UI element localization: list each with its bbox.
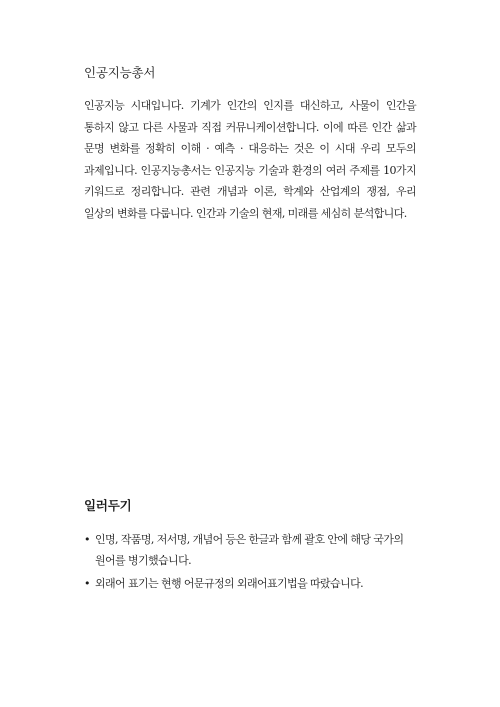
- notes-item: [84, 529, 416, 571]
- series-intro-section: [84, 64, 416, 224]
- notes-item-text: 외래어 표기는 현행 어문규정의 외래어표기법을 따랐습니다.: [95, 577, 364, 590]
- notes-item-text: 인명, 작품명, 저서명, 개념어 등은 한글과 함께 괄호 안에 해당 국가의 원어를 병기했습니다.: [95, 533, 404, 567]
- notes-item: [84, 573, 416, 594]
- series-description: 인공지능 시대입니다. 기계가 인간의 인지를 대신하고, 사물이 인간을 통하지 않고 다른 사물과 직접 커뮤니케이션합니다. 이에 따른 인간 삶과 문명 변화를 정확히 이해 · 예측 · 대응하는 것은 이 시대 우리 모두의 과제입니다. 인공지능총서는 인공지능 기술과 환경의 여러 주제를 10가지 키워드로 정리합니다. 관련 개념과 이론, 학계와 산업계의 쟁점, 우리 일상의 변화를 다룹니다. 인간과 기술의 현재, 미래를 세심히 분석합니다.: [84, 99, 416, 220]
- bullet-icon: •: [84, 533, 90, 546]
- notes-title: 일러두기: [84, 498, 132, 513]
- bullet-icon: •: [84, 577, 90, 590]
- series-title: 인공지능총서: [84, 65, 156, 80]
- notes-list: [84, 529, 416, 594]
- editorial-notes-section: [84, 497, 416, 596]
